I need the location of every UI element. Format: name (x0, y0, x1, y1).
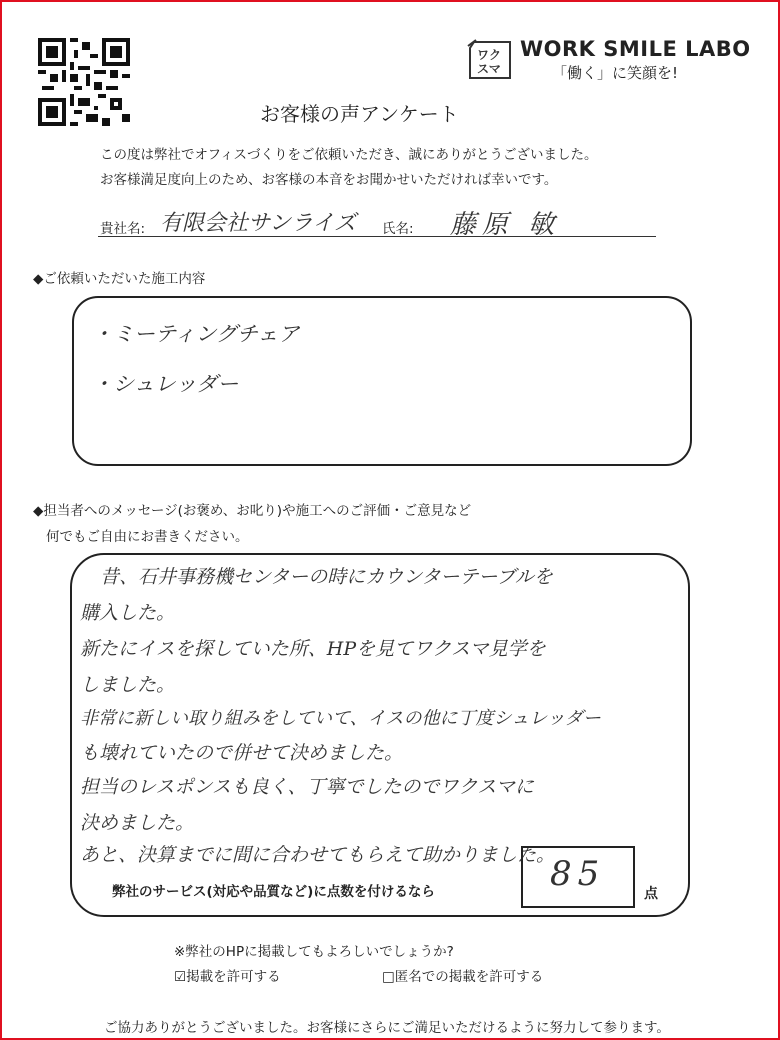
permission-option-allow[interactable]: ☑掲載を許可する (174, 969, 281, 985)
message-line-1: 昔、石井事務機センターの時にカウンターテーブルを (100, 566, 553, 588)
work-item-1: ・ミーティングチェア (92, 322, 300, 346)
section1-heading: ◆ご依頼いただいた施工内容 (33, 271, 206, 287)
company-label: 貴社名: (100, 221, 146, 237)
message-line-3: 新たにイスを探していた所、HPを見てワクスマ見学を (80, 638, 546, 660)
message-line-4: しました。 (80, 674, 176, 696)
section2-heading-2: 何でもご自由にお書きください。 (46, 529, 249, 545)
message-line-8: 決めました。 (80, 812, 195, 834)
page-title: お客様の声アンケート (260, 102, 459, 126)
message-line-6: も壊れていたので併せて決めました。 (80, 742, 404, 764)
section2-heading-1: ◆担当者へのメッセージ(お褒め、お叱り)や施工へのご評価・ご意見など (33, 503, 472, 519)
permission-question: ※弊社のHPに掲載してもよろしいでしょうか? (174, 944, 454, 960)
intro-line-1: この度は弊社でオフィスづくりをご依頼いただき、誠にありがとうございました。 (100, 147, 598, 163)
permission-option-anonymous[interactable]: □匿名での掲載を許可する (382, 969, 544, 985)
work-item-2: ・シュレッダー (92, 372, 239, 396)
svg-text:ワク: ワク (477, 48, 502, 62)
qr-code-icon (38, 38, 130, 126)
company-value: 有限会社サンライズ (160, 211, 357, 236)
brand-name: WORK SMILE LABO (520, 37, 751, 61)
message-line-5: 非常に新しい取り組みをしていて、イスの他に丁度シュレッダー (80, 708, 601, 729)
svg-text:スマ: スマ (477, 62, 501, 76)
brand-tagline: 「働く」に笑顔を! (552, 64, 679, 82)
message-line-2: 購入した。 (80, 602, 176, 624)
score-unit: 点 (644, 886, 658, 902)
score-value: 85 (550, 854, 606, 894)
score-prompt: 弊社のサービス(対応や品質など)に点数を付けるなら (112, 884, 435, 900)
message-line-7: 担当のレスポンスも良く、丁寧でしたのでワクスマに (80, 776, 534, 798)
message-line-9: あと、決算までに間に合わせてもらえて助かりました。 (80, 844, 556, 866)
wakusuma-logo-icon (466, 38, 514, 84)
name-label: 氏名: (382, 221, 414, 237)
footer-text: ご協力ありがとうございました。お客様にさらにご満足いただけるように努力して参ります。 (104, 1020, 670, 1036)
name-value: 藤原 敏 (450, 210, 561, 240)
intro-line-2: お客様満足度向上のため、お客様の本音をお聞かせいただければ幸いです。 (100, 172, 558, 188)
customer-underline (98, 236, 656, 237)
